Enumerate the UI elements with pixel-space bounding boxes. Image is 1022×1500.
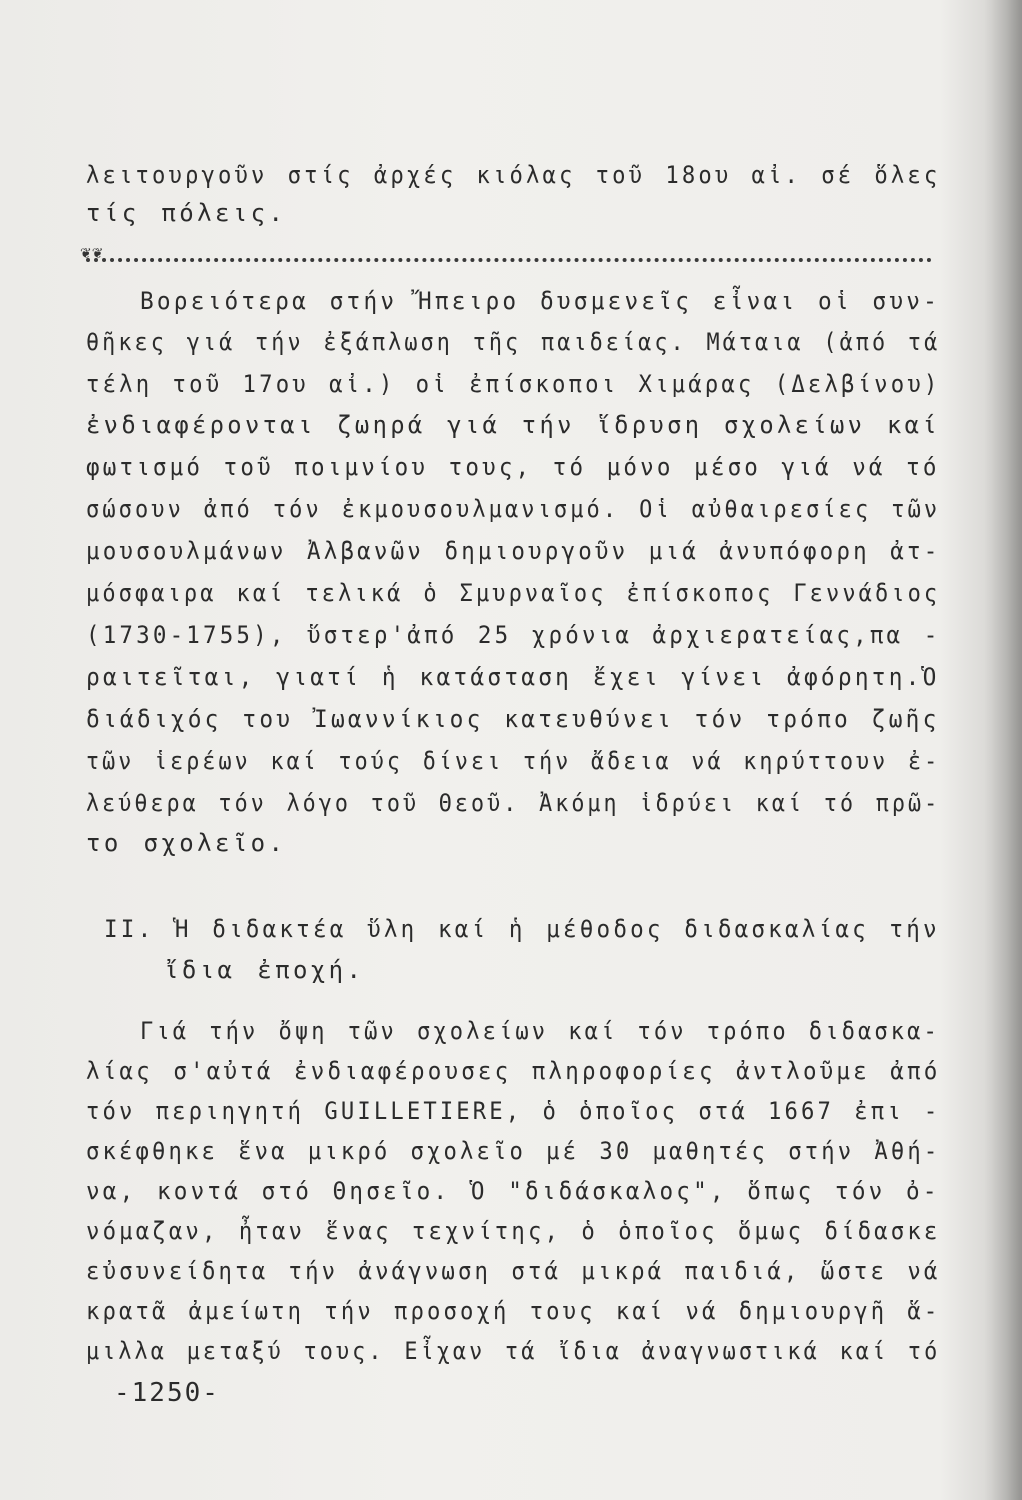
text-line: μιλλα μεταξύ τους. Εἶχαν τά ἴδια ἀναγνωστικά καί τό	[86, 1337, 941, 1365]
section-heading: II. Ἡ διδακτέα ὕλη καί ἡ μέθοδος διδασκαλίας τήν	[104, 915, 940, 943]
dotted-separator	[86, 250, 932, 262]
page-edge-shadow	[984, 0, 1022, 1500]
text-line: μουσουλμάνων Ἀλβανῶν δημιουργοῦν μιά ἀνυπόφορη ἀτ-	[86, 537, 941, 565]
text-line: θῆκες γιά τήν ἐξάπλωση τῆς παιδείας. Μάταια (ἀπό τά	[86, 328, 941, 356]
text-line: τέλη τοῦ 17ου αἰ.) οἱ ἐπίσκοποι Χιμάρας (Δελβίνου)	[86, 370, 941, 398]
text-line: Γιά τήν ὄψη τῶν σχολείων καί τόν τρόπο διδασκα-	[140, 1017, 940, 1045]
page-number: -1250-	[114, 1378, 220, 1408]
section-heading: ἴδια ἐποχή.	[164, 956, 365, 984]
text-line: ραιτεῖται, γιατί ἡ κατάσταση ἔχει γίνει ἀφόρητη.Ὁ	[86, 663, 940, 691]
text-line: νόμαζαν, ἦταν ἕνας τεχνίτης, ὁ ὁποῖος ὅμως δίδασκε	[86, 1217, 941, 1245]
text-line: σκέφθηκε ἕνα μικρό σχολεῖο μέ 30 μαθητές στήν Ἀθή-	[86, 1137, 941, 1165]
text-line: λεύθερα τόν λόγο τοῦ Θεοῦ. Ἀκόμη ἱδρύει καί τό πρῶ-	[86, 789, 941, 817]
text-line: Βορειότερα στήν Ἤπειρο δυσμενεῖς εἶναι οἱ συν-	[140, 287, 941, 315]
text-line: λίας σ'αὐτά ἐνδιαφέρουσες πληροφορίες ἀντλοῦμε ἀπό	[86, 1057, 941, 1085]
text-line: διάδιχός του Ἰωαννίκιος κατευθύνει τόν τρόπο ζωῆς	[86, 705, 940, 733]
text-line: κρατᾶ ἀμείωτη τήν προσοχή τους καί νά δημιουργῆ ἅ-	[86, 1297, 941, 1325]
text-line: φωτισμό τοῦ ποιμνίου τους, τό μόνο μέσο γιά νά τό	[86, 453, 940, 481]
text-line: να, κοντά στό Θησεῖο. Ὁ "διδάσκαλος", ὅπως τόν ὀ-	[86, 1177, 940, 1205]
text-line: εὐσυνείδητα τήν ἀνάγνωση στά μικρά παιδιά, ὥστε νά	[86, 1257, 941, 1285]
separator-mark: ❦❦	[80, 246, 104, 262]
text-line: το σχολεῖο.	[86, 829, 287, 857]
text-line: μόσφαιρα καί τελικά ὁ Σμυρναῖος ἐπίσκοπος Γεννάδιος	[86, 579, 941, 607]
text-line: ἐνδιαφέρονται ζωηρά γιά τήν ἵδρυση σχολείων καί	[86, 411, 940, 439]
text-line: λειτουργοῦν στίς ἀρχές κιόλας τοῦ 18ου αἰ. σέ ὅλες	[86, 161, 941, 189]
text-line: τόν περιηγητή GUILLETIERE, ὁ ὁποῖος στά 1667 ἐπι -	[86, 1097, 941, 1125]
text-line: (1730-1755), ὕστερ'ἀπό 25 χρόνια ἀρχιερατείας,πα -	[86, 621, 941, 649]
text-line: τίς πόλεις.	[86, 199, 287, 227]
text-line: τῶν ἱερέων καί τούς δίνει τήν ἄδεια νά κηρύττουν ἐ-	[86, 747, 941, 775]
text-line: σώσουν ἀπό τόν ἐκμουσουλμανισμό. Οἱ αὐθαιρεσίες τῶν	[86, 495, 941, 523]
